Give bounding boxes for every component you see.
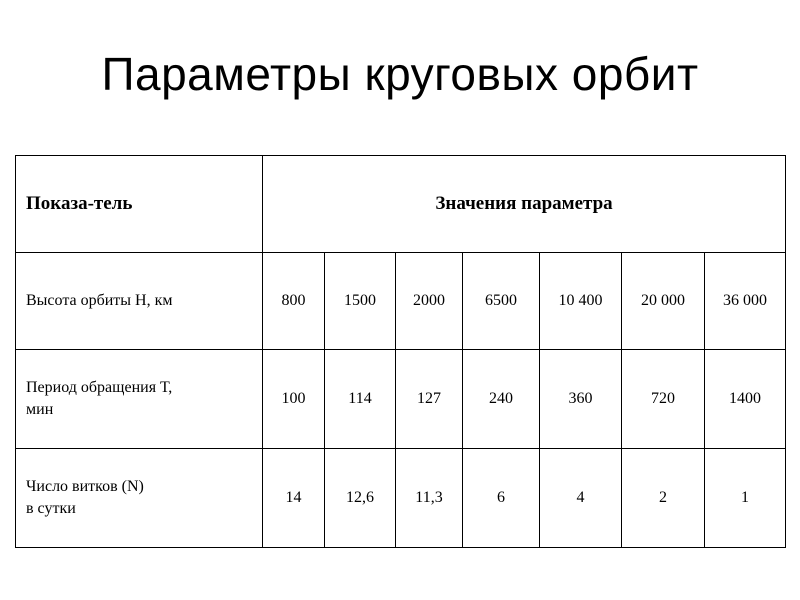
table-cell: 6 xyxy=(463,449,540,548)
table-header-row xyxy=(16,156,786,253)
table-cell: 1500 xyxy=(325,253,396,350)
table-cell: 20 000 xyxy=(622,253,705,350)
slide-title: Параметры круговых орбит xyxy=(101,48,699,100)
row-label: Период обращения Т, мин xyxy=(16,350,263,449)
table-cell: 6500 xyxy=(463,253,540,350)
table-cell: 2000 xyxy=(396,253,463,350)
table-cell: 127 xyxy=(396,350,463,449)
table-cell: 11,3 xyxy=(396,449,463,548)
table-row-revolutions xyxy=(16,449,786,548)
row-label: Высота орбиты H, км xyxy=(16,253,263,350)
table-cell: 360 xyxy=(540,350,622,449)
table-row-period xyxy=(16,350,786,449)
table-cell: 14 xyxy=(263,449,325,548)
table-cell: 1 xyxy=(705,449,786,548)
header-values-cell: Значения параметра xyxy=(263,156,786,253)
table-cell: 4 xyxy=(540,449,622,548)
table-cell: 2 xyxy=(622,449,705,548)
table-cell: 1400 xyxy=(705,350,786,449)
table-cell: 10 400 xyxy=(540,253,622,350)
header-indicator-cell: Показа-тель xyxy=(16,156,263,253)
table-cell: 36 000 xyxy=(705,253,786,350)
row-label: Число витков (N) в сутки xyxy=(16,449,263,548)
orbit-parameters-table xyxy=(15,155,786,548)
table-cell: 800 xyxy=(263,253,325,350)
table-cell: 240 xyxy=(463,350,540,449)
table-cell: 720 xyxy=(622,350,705,449)
table-cell: 100 xyxy=(263,350,325,449)
table-row-altitude xyxy=(16,253,786,350)
table-cell: 114 xyxy=(325,350,396,449)
table-cell: 12,6 xyxy=(325,449,396,548)
